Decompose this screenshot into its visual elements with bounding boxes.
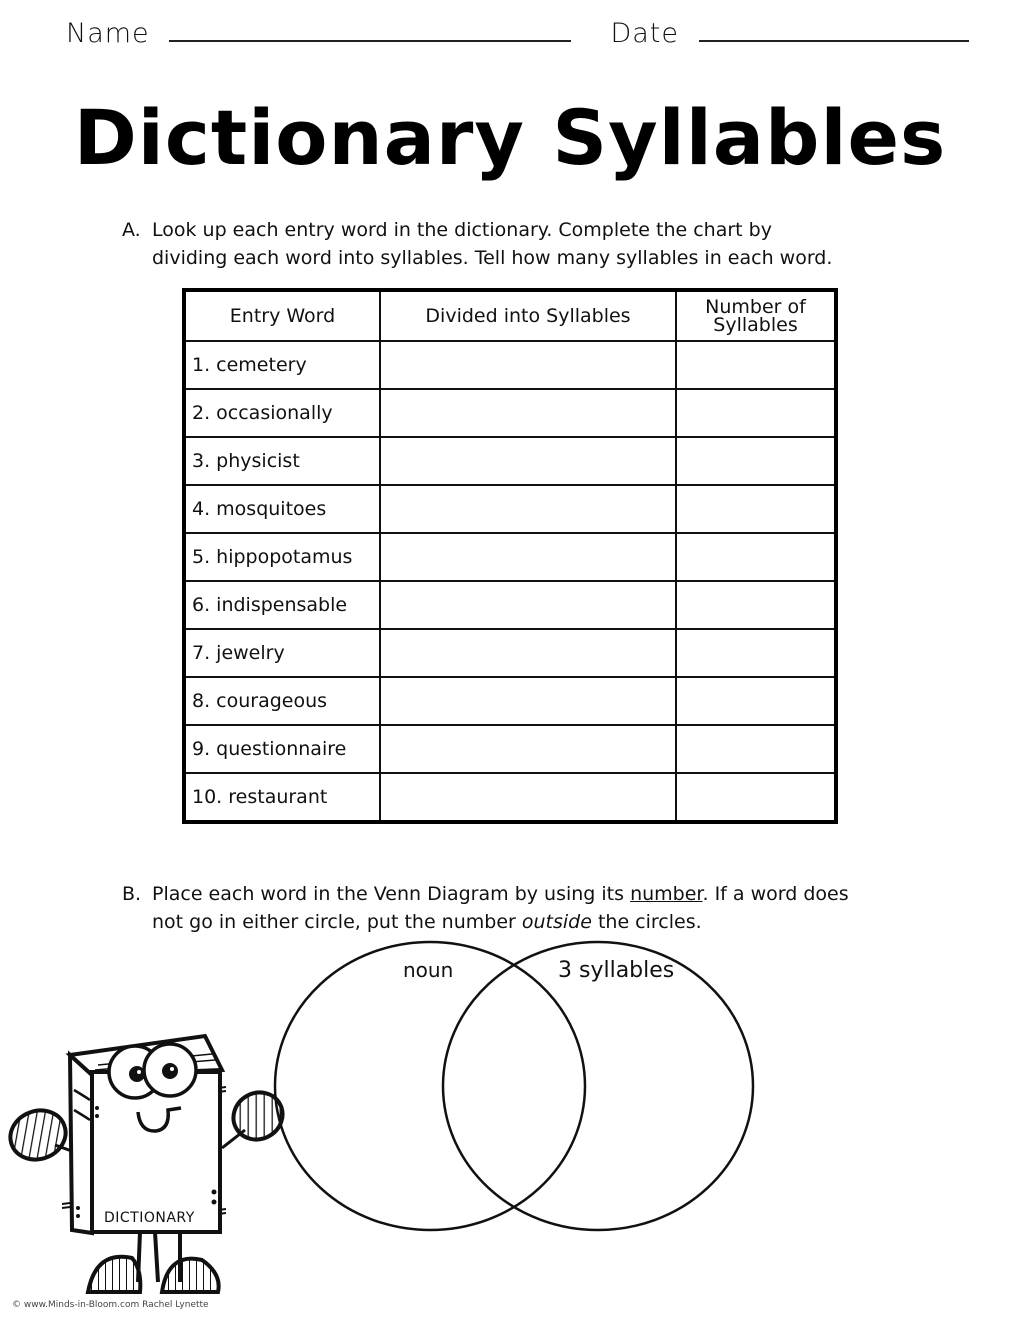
- count-cell[interactable]: [676, 389, 836, 437]
- book-character-icon: [0, 1030, 300, 1300]
- date-label: Date: [610, 18, 679, 49]
- header-entry-word: Entry Word: [184, 290, 380, 341]
- copyright-text: © www.Minds-in-Bloom.com Rachel Lynette: [12, 1300, 209, 1310]
- header-num-line-2: Syllables: [713, 314, 798, 336]
- table-row: [184, 533, 836, 581]
- chart-header-row: [184, 290, 836, 341]
- table-row: [184, 773, 836, 822]
- count-cell[interactable]: [676, 581, 836, 629]
- section-b-line-2-post: the circles.: [591, 911, 702, 933]
- underlined-number: number: [630, 883, 703, 905]
- name-field[interactable]: [169, 18, 571, 42]
- section-b-line-2-pre: not go in either circle, put the number: [152, 911, 522, 933]
- count-cell[interactable]: [676, 533, 836, 581]
- entry-word-cell: 3. physicist: [184, 437, 380, 485]
- italic-outside: outside: [521, 911, 592, 933]
- venn-label-3-syllables: 3 syllables: [558, 958, 675, 983]
- table-row: [184, 341, 836, 389]
- header-num-line-1: Number of: [705, 296, 806, 318]
- entry-word-cell: 9. questionnaire: [184, 725, 380, 773]
- table-row: [184, 581, 836, 629]
- divided-cell[interactable]: [380, 533, 676, 581]
- divided-cell[interactable]: [380, 581, 676, 629]
- divided-cell[interactable]: [380, 341, 676, 389]
- section-b-letter: B.: [122, 883, 142, 905]
- table-row: [184, 677, 836, 725]
- header-divided: Divided into Syllables: [380, 290, 676, 341]
- section-b-line-1-pre: Place each word in the Venn Diagram by using its: [152, 883, 631, 905]
- divided-cell[interactable]: [380, 485, 676, 533]
- divided-cell[interactable]: [380, 629, 676, 677]
- venn-circles: [260, 940, 770, 1240]
- count-cell[interactable]: [676, 341, 836, 389]
- table-row: [184, 389, 836, 437]
- count-cell[interactable]: [676, 629, 836, 677]
- divided-cell[interactable]: [380, 773, 676, 822]
- table-row: [184, 629, 836, 677]
- count-cell[interactable]: [676, 437, 836, 485]
- divided-cell[interactable]: [380, 677, 676, 725]
- page-title: Dictionary Syllables: [73, 93, 947, 182]
- entry-word-cell: 5. hippopotamus: [184, 533, 380, 581]
- entry-word-cell: 6. indispensable: [184, 581, 380, 629]
- section-b-line-1: [152, 880, 922, 908]
- entry-word-cell: 10. restaurant: [184, 773, 380, 822]
- name-date-line: [66, 18, 969, 49]
- entry-word-cell: 7. jewelry: [184, 629, 380, 677]
- book-label: DICTIONARY: [104, 1210, 195, 1226]
- entry-word-cell: 4. mosquitoes: [184, 485, 380, 533]
- table-row: [184, 437, 836, 485]
- venn-label-noun: noun: [403, 958, 454, 982]
- divided-cell[interactable]: [380, 725, 676, 773]
- count-cell[interactable]: [676, 677, 836, 725]
- section-a-line-2: dividing each word into syllables. Tell how many syllables in each word.: [152, 247, 833, 269]
- count-cell[interactable]: [676, 773, 836, 822]
- date-field[interactable]: [699, 18, 969, 42]
- section-a-letter: A.: [122, 219, 141, 241]
- dictionary-mascot: [0, 1030, 300, 1300]
- table-row: [184, 725, 836, 773]
- venn-circle-3-syllables[interactable]: [443, 942, 753, 1230]
- section-b-line-2: [152, 908, 922, 936]
- count-cell[interactable]: [676, 485, 836, 533]
- section-b-instructions: [122, 880, 922, 936]
- entry-word-cell: 8. courageous: [184, 677, 380, 725]
- venn-circle-noun[interactable]: [275, 942, 585, 1230]
- section-a-instructions: [122, 216, 882, 272]
- section-a-line-1: Look up each entry word in the dictionary. Complete the chart by: [152, 219, 772, 241]
- entry-word-cell: 2. occasionally: [184, 389, 380, 437]
- divided-cell[interactable]: [380, 437, 676, 485]
- name-label: Name: [66, 18, 150, 49]
- syllable-chart: [182, 288, 838, 824]
- count-cell[interactable]: [676, 725, 836, 773]
- table-row: [184, 485, 836, 533]
- venn-diagram: [260, 940, 770, 1240]
- section-b-line-1-post: . If a word does: [702, 883, 849, 905]
- header-number-of-syllables: [676, 290, 836, 341]
- entry-word-cell: 1. cemetery: [184, 341, 380, 389]
- divided-cell[interactable]: [380, 389, 676, 437]
